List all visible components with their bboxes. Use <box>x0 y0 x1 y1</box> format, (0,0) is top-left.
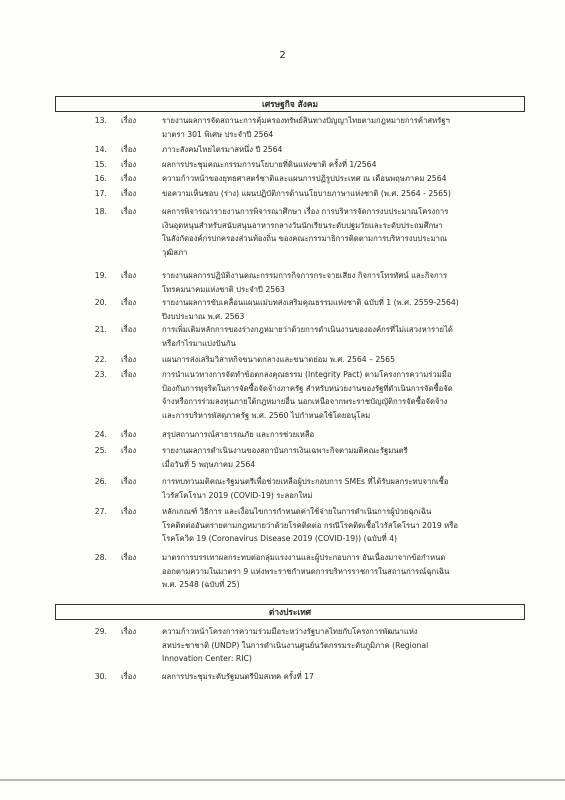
agenda-item-keyword: เรื่อง <box>121 298 137 307</box>
agenda-item-keyword: เรื่อง <box>121 325 137 334</box>
agenda-item-text <box>162 505 520 546</box>
agenda-item-keyword: เรื่อง <box>121 145 137 154</box>
section-header-economy-society: เศรษฐกิจ สังคม <box>55 96 525 112</box>
agenda-item-text <box>162 158 520 172</box>
section-header-foreign-affairs: ต่างประเทศ <box>55 604 525 620</box>
agenda-item-number: 18. <box>94 207 107 216</box>
agenda-item-line: ขอความเห็นชอบ (ร่าง) แผนปฏิบัติการด้านนโยบายภาษาแห่งชาติ (พ.ศ. 2564 - 2565) <box>162 189 451 198</box>
agenda-item-number: 22. <box>94 355 107 364</box>
agenda-item-line: สรุปสถานการณ์สาธารณภัย และการช่วยเหลือ <box>162 430 315 439</box>
agenda-item-text <box>162 114 520 141</box>
agenda-item-keyword: เรื่อง <box>121 189 137 198</box>
agenda-item-line: การนำแนวทางการจัดทำข้อตกลงคุณธรรม (Integrity Pact) ตามโครงการความร่วมมือ <box>162 370 452 379</box>
agenda-item-text <box>162 323 520 350</box>
agenda-item-number: 28. <box>94 553 107 562</box>
agenda-item-line: การทบทวนมติคณะรัฐมนตรีเพื่อช่วยเหลือผู้ประกอบการ SMEs ที่ได้รับผลกระทบจากเชื้อ <box>162 477 449 486</box>
agenda-item-text <box>162 296 520 323</box>
agenda-item-line: หรือกำไรมาแบ่งปันกัน <box>162 338 236 348</box>
agenda-item-number: 19. <box>94 271 107 280</box>
agenda-item-number: 27. <box>94 507 107 516</box>
agenda-item-text <box>162 444 520 471</box>
agenda-item-line: มาตรา 301 พิเศษ ประจำปี 2564 <box>162 129 274 139</box>
agenda-item-text <box>162 625 520 666</box>
agenda-item-line: รายงานผลการจัดสถานะการคุ้มครองทรัพย์สินทางปัญญาไทยตามกฎหมายการค้าสหรัฐฯ <box>162 116 450 125</box>
agenda-item-keyword: เรื่อง <box>121 507 137 516</box>
agenda-item-line: ป้องกันการทุจริตในการจัดซื้อจัดจ้างภาครัฐ สำหรับหน่วยงานของรัฐที่ดำเนินการจัดซื้อจัด <box>162 383 453 393</box>
agenda-item-text <box>162 172 520 186</box>
agenda-item-number: 13. <box>94 116 107 125</box>
agenda-item-text <box>162 353 520 367</box>
agenda-item-line: เมื่อวันที่ 5 พฤษภาคม 2564 <box>162 459 256 469</box>
agenda-item-line: และการบริหารพัสดุภาครัฐ พ.ศ. 2560 ไปกำหนดใช้โดยอนุโลม <box>162 411 371 421</box>
agenda-item-line: ไวรัสโคโรนา 2019 (COVID-19) ระลอกใหม่ <box>162 490 313 500</box>
agenda-item-line: ผลการประชุมระดับรัฐมนตรีบิมสเทค ครั้งที่ 17 <box>162 672 314 681</box>
agenda-item-text <box>162 428 520 442</box>
agenda-item-number: 23. <box>94 370 107 379</box>
agenda-item-line: พ.ศ. 2548 (ฉบับที่ 25) <box>162 580 240 590</box>
agenda-item-text <box>162 143 520 157</box>
agenda-item-text <box>162 187 520 201</box>
agenda-item-line: ภาวะสังคมไทยไตรมาสหนึ่ง ปี 2564 <box>162 145 283 154</box>
agenda-item-number: 21. <box>94 325 107 334</box>
agenda-item-text <box>162 205 520 260</box>
agenda-item-number: 24. <box>94 430 107 439</box>
agenda-item-keyword: เรื่อง <box>121 627 137 636</box>
page-number: 2 <box>279 50 286 61</box>
agenda-item-line: แผนการส่งเสริมวิสาหกิจขนาดกลางและขนาดย่อม พ.ศ. 2564 – 2565 <box>162 355 395 364</box>
agenda-item-line: ปีงบประมาณ พ.ศ. 2563 <box>162 311 245 321</box>
agenda-item-keyword: เรื่อง <box>121 174 137 183</box>
agenda-item-number: 16. <box>94 174 107 183</box>
agenda-item-keyword: เรื่อง <box>121 672 137 681</box>
agenda-item-line: ผลการพิจารณารายงานการพิจารณาศึกษา เรื่อง การบริหารจัดการงบประมาณโครงการ <box>162 207 449 216</box>
agenda-item-line: สหประชาชาติ (UNDP) ในการดำเนินงานศูนย์นวัตกรรมระดับภูมิภาค (Regional <box>162 640 429 650</box>
agenda-item-number: 17. <box>94 189 107 198</box>
agenda-item-text <box>162 670 520 684</box>
agenda-item-line: โรคติดต่ออันตรายตามกฎหมายว่าด้วยโรคติดต่อ กรณีโรคติดเชื้อไวรัสโคโรนา 2019 หรือ <box>162 520 458 530</box>
agenda-item-keyword: เรื่อง <box>121 160 137 169</box>
agenda-item-line: การเพิ่มเติมหลักการของร่างกฎหมายว่าด้วยการดำเนินงานขององค์กรที่ไม่แสวงหารายได้ <box>162 325 453 334</box>
agenda-item-line: ผลการประชุมคณะกรรมการนโยบายที่ดินแห่งชาติ ครั้งที่ 1/2564 <box>162 160 377 169</box>
agenda-item-number: 30. <box>94 672 107 681</box>
agenda-item-keyword: เรื่อง <box>121 116 137 125</box>
agenda-item-keyword: เรื่อง <box>121 370 137 379</box>
agenda-item-number: 14. <box>94 145 107 154</box>
agenda-item-number: 15. <box>94 160 107 169</box>
agenda-item-text <box>162 269 520 296</box>
agenda-item-number: 29. <box>94 627 107 636</box>
agenda-item-line: รายงานผลการดำเนินงานของสถาบันการเงินเฉพาะกิจตามมติคณะรัฐมนตรี <box>162 446 408 455</box>
agenda-item-line: โรคโควิด 19 (Coronavirus Disease 2019 (COVID-19)) (ฉบับที่ 4) <box>162 534 397 544</box>
agenda-item-keyword: เรื่อง <box>121 355 137 364</box>
agenda-item-line: ความก้าวหน้าโครงการความร่วมมือระหว่างรัฐบาลไทยกับโครงการพัฒนาแห่ง <box>162 627 418 636</box>
agenda-item-line: หลักเกณฑ์ วิธีการ และเงื่อนไขการกำหนดค่าใช้จ่ายในการดำเนินการผู้ป่วยฉุกเฉิน <box>162 507 432 516</box>
agenda-item-line: ออกตามความในมาตรา 9 แห่งพระราชกำหนดการบริหารราชการในสถานการณ์ฉุกเฉิน <box>162 566 450 576</box>
agenda-item-keyword: เรื่อง <box>121 271 137 280</box>
agenda-item-keyword: เรื่อง <box>121 430 137 439</box>
agenda-item-keyword: เรื่อง <box>121 446 137 455</box>
agenda-item-line: เงินอุดหนุนสำหรับสนับสนุนอาหารกลางวันนักเรียนระดับปฐมวัยและระดับประถมศึกษา <box>162 220 443 230</box>
agenda-item-keyword: เรื่อง <box>121 477 137 486</box>
agenda-item-number: 20. <box>94 298 107 307</box>
agenda-item-line: วุฒิสภา <box>162 248 188 258</box>
agenda-item-number: 25. <box>94 446 107 455</box>
agenda-item-line: มาตรการบรรเทาผลกระทบต่อกลุ่มแรงงานและผู้ประกอบการ อันเนื่องมาจากข้อกำหนด <box>162 553 446 562</box>
agenda-item-line: ความก้าวหน้าของยุทธศาสตร์ชาติและแผนการปฏิรูปประเทศ ณ เดือนพฤษภาคม 2564 <box>162 174 447 183</box>
agenda-item-text <box>162 551 520 592</box>
agenda-item-keyword: เรื่อง <box>121 553 137 562</box>
agenda-item-line: รายงานผลการขับเคลื่อนแผนแม่บทส่งเสริมคุณธรรมแห่งชาติ ฉบับที่ 1 (พ.ศ. 2559-2564) <box>162 298 459 307</box>
agenda-item-keyword: เรื่อง <box>121 207 137 216</box>
page-bottom-edge <box>0 779 565 781</box>
agenda-item-line: รายงานผลการปฏิบัติงานคณะกรรมการกิจการกระจายเสียง กิจการโทรทัศน์ และกิจการ <box>162 271 448 280</box>
agenda-item-line: จ้างหรือการร่วมลงทุนภายใต้กฎหมายอื่น นอกเหนือจากพระราชบัญญัติการจัดซื้อจัดจ้าง <box>162 397 448 407</box>
agenda-item-text <box>162 475 520 502</box>
agenda-item-line: Innovation Center: RIC) <box>162 654 252 664</box>
agenda-item-number: 26. <box>94 477 107 486</box>
agenda-item-line: โทรคมนาคมแห่งชาติ ประจำปี 2563 <box>162 284 285 294</box>
agenda-item-line: ในสังกัดองค์กรปกครองส่วนท้องถิ่น ของคณะกรรมาธิการติดตามการบริหารงบประมาณ <box>162 234 448 244</box>
agenda-item-text <box>162 368 520 423</box>
